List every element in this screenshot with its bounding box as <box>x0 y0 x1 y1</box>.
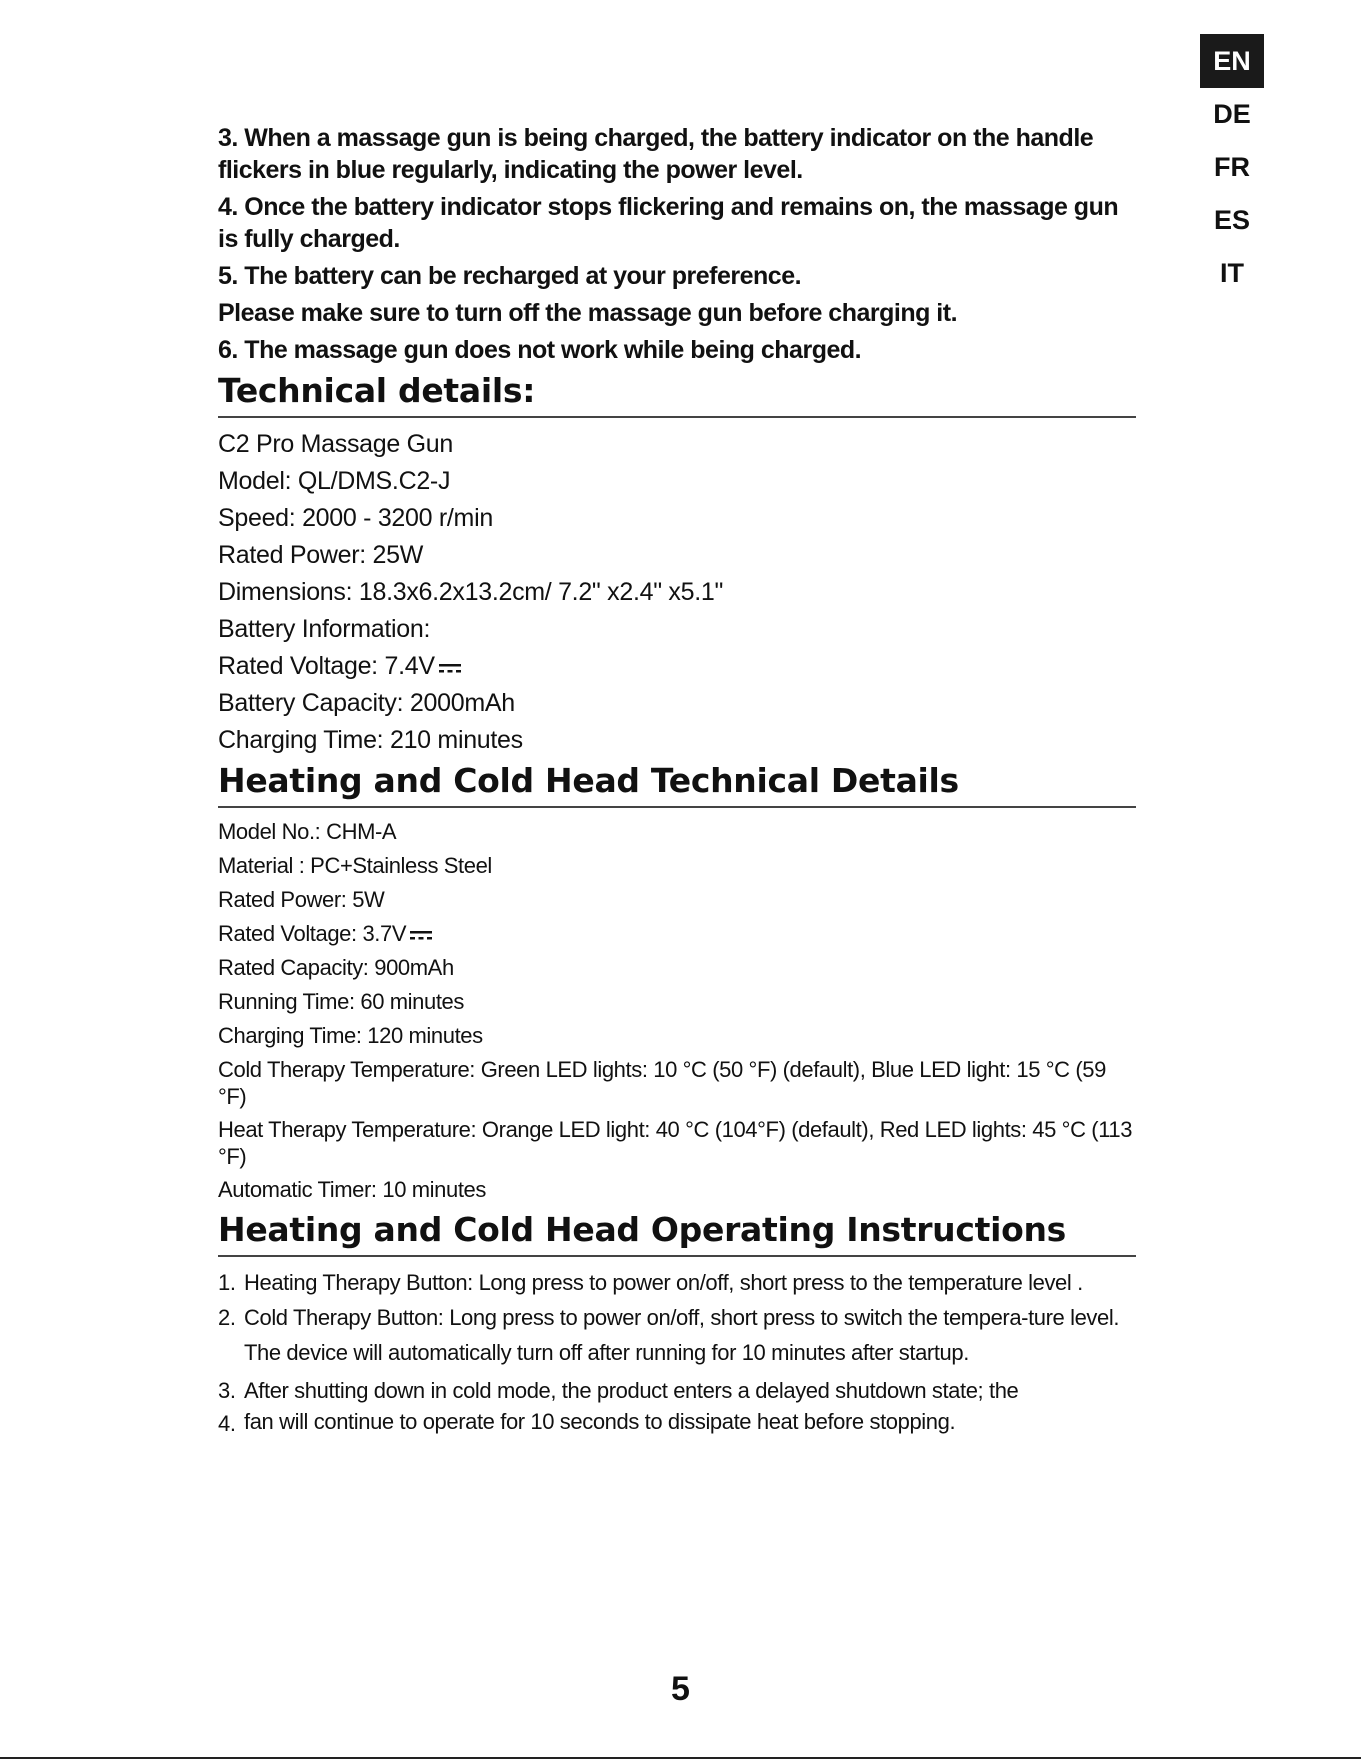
step-number: 3. <box>218 1378 236 1403</box>
head-rated-voltage: Rated Voltage: 3.7V <box>218 921 407 946</box>
rated-voltage: Rated Voltage: 7.4V <box>218 652 435 680</box>
manual-content <box>218 122 1136 1436</box>
page-number: 5 <box>671 1670 690 1708</box>
step-number: 4. <box>218 1411 236 1436</box>
head-rated-power: Rated Power: 5W <box>218 887 385 912</box>
charging-step-6: 6. The massage gun does not work while being charged. <box>218 336 862 364</box>
auto-off-note: The device will automatically turn off after running for 10 minutes after startup. <box>244 1340 969 1365</box>
head-running-time: Running Time: 60 minutes <box>218 989 464 1014</box>
head-operating-section <box>218 1210 1136 1436</box>
product-name: C2 Pro Massage Gun <box>218 430 453 458</box>
step-text: After shutting down in cold mode, the product enters a delayed shutdown state; the <box>244 1378 1019 1403</box>
charging-section <box>218 122 1136 366</box>
head-charging-time: Charging Time: 120 minutes <box>218 1023 483 1048</box>
charging-step-4: 4. Once the battery indicator stops flickering and remains on, the massage gun is fully charged. <box>218 193 1119 253</box>
lang-tab-fr[interactable]: FR <box>1214 152 1250 182</box>
step-number: 1. <box>218 1270 236 1295</box>
section-divider <box>218 806 1136 808</box>
head-material: Material : PC+Stainless Steel <box>218 853 492 878</box>
steps-3-4 <box>218 1377 1136 1436</box>
list-item <box>218 1304 1136 1332</box>
section-divider <box>218 1255 1136 1257</box>
head-technical-section <box>218 761 1136 1204</box>
automatic-timer: Automatic Timer: 10 minutes <box>218 1177 486 1202</box>
charging-time: Charging Time: 210 minutes <box>218 726 523 754</box>
speed: Speed: 2000 - 3200 r/min <box>218 504 493 532</box>
dc-symbol-icon <box>437 661 463 675</box>
charging-step-3: 3. When a massage gun is being charged, the battery indicator on the handle flickers in blue regularly, indicating the power level. <box>218 124 1094 184</box>
technical-details-heading: Technical details: <box>218 371 536 410</box>
battery-information: Battery Information: <box>218 615 431 643</box>
model: Model: QL/DMS.C2-J <box>218 467 451 495</box>
head-technical-heading: Heating and Cold Head Technical Details <box>218 761 959 800</box>
head-operating-heading: Heating and Cold Head Operating Instructions <box>218 1210 1067 1249</box>
step-text: Heating Therapy Button: Long press to power on/off, short press to the temperature level . <box>244 1270 1083 1295</box>
language-tabs <box>1200 34 1264 300</box>
step-number: 2. <box>218 1305 236 1330</box>
technical-details-section <box>218 371 1136 756</box>
charging-note: Please make sure to turn off the massage gun before charging it. <box>218 299 958 327</box>
head-model-no: Model No.: CHM-A <box>218 819 397 844</box>
lang-tab-en[interactable]: EN <box>1200 34 1264 88</box>
page-bottom-rule <box>0 1757 1361 1759</box>
battery-capacity: Battery Capacity: 2000mAh <box>218 689 515 717</box>
lang-tab-it[interactable]: IT <box>1220 258 1244 288</box>
lang-tab-de[interactable]: DE <box>1213 99 1251 129</box>
heat-therapy-temperature: Heat Therapy Temperature: Orange LED light: 40 °C (104°F) (default), Red LED lights: 45 °C (113 °F) <box>218 1117 1133 1169</box>
operating-steps <box>218 1269 1136 1332</box>
rated-power: Rated Power: 25W <box>218 541 424 569</box>
rated-voltage-row <box>218 650 1136 682</box>
cold-therapy-temperature: Cold Therapy Temperature: Green LED lights: 10 °C (50 °F) (default), Blue LED light: 15 °C (59 °F) <box>218 1057 1106 1109</box>
head-rated-voltage-row <box>218 920 1136 948</box>
list-item <box>218 1269 1136 1297</box>
charging-step-5: 5. The battery can be recharged at your preference. <box>218 262 802 290</box>
dimensions: Dimensions: 18.3x6.2x13.2cm/ 7.2" x2.4" x5.1" <box>218 578 724 606</box>
lang-tab-es[interactable]: ES <box>1213 205 1251 235</box>
section-divider <box>218 416 1136 418</box>
step-text: fan will continue to operate for 10 seconds to dissipate heat before stopping. <box>244 1409 956 1434</box>
step-text: Cold Therapy Button: Long press to power on/off, short press to switch the tempera-ture level. <box>244 1305 1120 1330</box>
head-rated-capacity: Rated Capacity: 900mAh <box>218 955 454 980</box>
dc-symbol-icon <box>408 928 434 942</box>
